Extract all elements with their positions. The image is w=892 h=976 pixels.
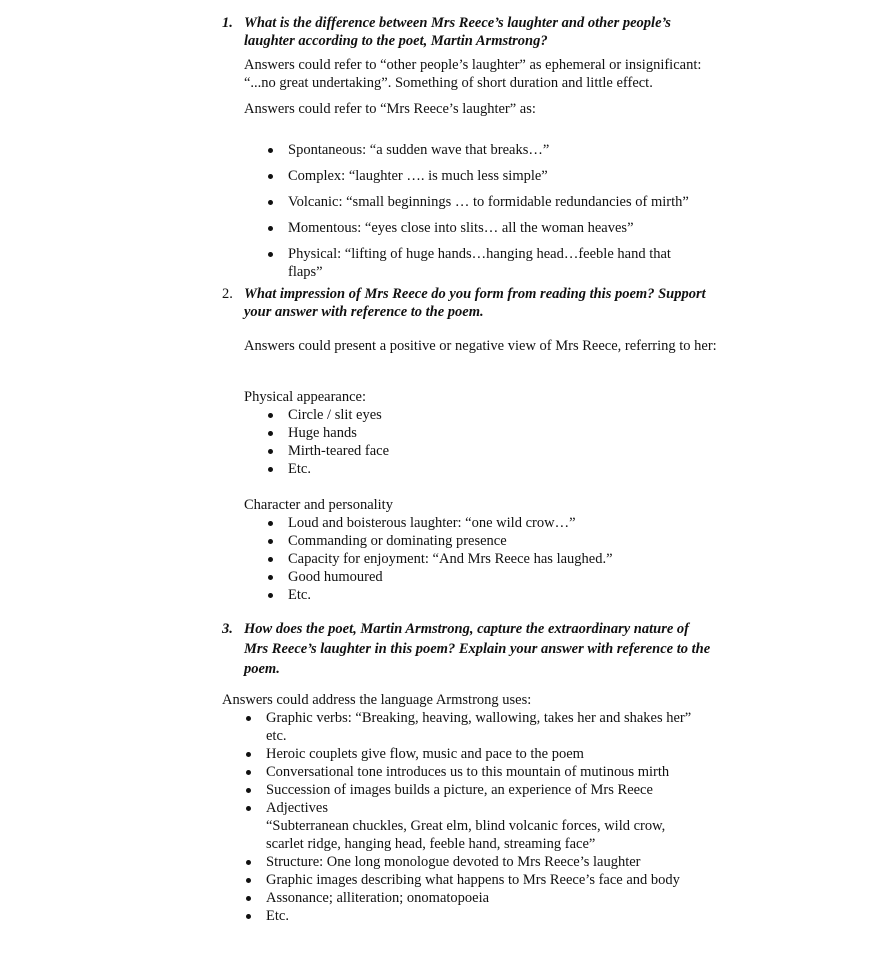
question-text: What is the difference between Mrs Reece’s laughter and other people’s laughter according to the poet, Martin Armstrong? [244,15,671,49]
list-item: Commanding or dominating presence [266,532,722,550]
list-item: Succession of images builds a picture, an experience of Mrs Reece [244,781,704,799]
question-number: 2. [222,286,233,302]
question-number: 1. [222,15,233,31]
section-heading: Physical appearance: [244,389,366,405]
list-item: Etc. [266,460,722,478]
list-item: Conversational tone introduces us to this mountain of mutinous mirth [244,763,704,781]
question-2 [222,285,722,321]
list-item [244,799,704,853]
list-item: Structure: One long monologue devoted to Mrs Reece’s laughter [244,853,704,871]
list-item: Heroic couplets give flow, music and pace to the poem [244,745,704,763]
list-item: Mirth-teared face [266,442,722,460]
section-heading: Character and personality [244,497,393,513]
list-item: Good humoured [266,568,722,586]
character-list [266,514,722,604]
adjectives-detail: “Subterranean chuckles, Great elm, blind volcanic forces, wild crow, scarlet ridge, hanging head, feeble hand, streaming face” [266,818,666,852]
list-item: Volcanic: “small beginnings … to formidable redundancies of mirth” [266,193,716,211]
list-item: Etc. [244,907,704,925]
list-item: Spontaneous: “a sudden wave that breaks…” [266,141,716,159]
list-item: Etc. [266,586,722,604]
list-item: Assonance; alliteration; onomatopoeia [244,889,704,907]
q3-answer [222,691,722,925]
list-item: Physical: “lifting of huge hands…hanging head…feeble hand that flaps” [266,245,688,281]
list-item: Momentous: “eyes close into slits… all the woman heaves” [266,219,716,237]
list-item: Loud and boisterous laughter: “one wild crow…” [266,514,722,532]
list-item: Huge hands [266,424,722,442]
list-item-text: Adjectives [266,800,329,816]
question-text: What impression of Mrs Reece do you form from reading this poem? Support your answer with reference to the poem. [244,286,706,320]
question-number: 3. [222,621,233,637]
question-text: How does the poet, Martin Armstrong, capture the extraordinary nature of Mrs Reece’s laughter in this poem? Explain your answer with reference to the poem. [244,621,711,677]
answer-paragraph: Answers could refer to “Mrs Reece’s laughter” as: [244,101,536,117]
q1-answer [244,56,722,118]
answer-paragraph: Answers could address the language Armstrong uses: [222,692,532,708]
q2-physical [244,388,722,478]
q1-bullet-list [266,141,716,289]
q2-intro [244,337,722,355]
list-item: Circle / slit eyes [266,406,722,424]
list-item: Capacity for enjoyment: “And Mrs Reece has laughed.” [266,550,722,568]
physical-list [266,406,722,478]
answer-paragraph: Answers could refer to “other people’s laughter” as ephemeral or insignificant: “...no great undertaking”. Something of short duration and little effect. [244,57,702,91]
question-1 [222,14,722,50]
list-item: Complex: “laughter …. is much less simple” [266,167,716,185]
answer-paragraph: Answers could present a positive or negative view of Mrs Reece, referring to her: [244,338,717,354]
q3-bullet-list [244,709,704,925]
question-3 [222,619,722,679]
list-item: Graphic verbs: “Breaking, heaving, wallowing, takes her and shakes her” etc. [244,709,704,745]
q2-character [244,496,722,604]
list-item: Graphic images describing what happens to Mrs Reece’s face and body [244,871,704,889]
